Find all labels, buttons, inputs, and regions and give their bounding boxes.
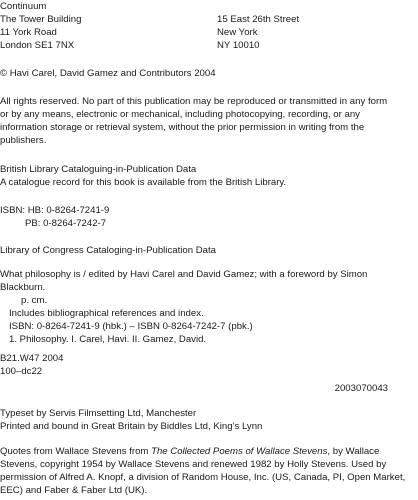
quotes-permission <box>0 445 416 497</box>
typeset-line: Typeset by Servis Filmsetting Ltd, Manchester <box>0 408 197 419</box>
publisher-address-us <box>217 13 417 52</box>
bl-heading: British Library Cataloguing-in-Publication Data <box>0 164 197 175</box>
isbn-block <box>0 204 416 230</box>
quotes-line <box>0 445 416 458</box>
rights-line: information storage or retrieval system, without the prior permission in writing from the <box>0 122 365 133</box>
publisher-name: Continuum <box>0 1 47 12</box>
printed-line: Printed and bound in Great Britain by Biddles Ltd, King’s Lynn <box>0 421 263 432</box>
quotes-line: permission of Alfred A. Knopf, a division of Random House, Inc. (US, Canada, PI, Open Market, <box>0 472 406 483</box>
loc-call-number: B21.W47 2004 <box>0 353 64 364</box>
quotes-suffix: , by Wallace <box>327 446 380 457</box>
publisher-address-line: London SE1 7NX <box>0 40 75 51</box>
rights-line: All rights reserved. No part of this publication may be reproduced or transmitted in any form <box>0 96 388 107</box>
isbn-hb: ISBN: HB: 0-8264-7241-9 <box>0 205 110 216</box>
rights-line: or by any means, electronic or mechanical, including photocopying, recording, or any <box>0 109 360 120</box>
quotes-line: Stevens, copyright 1954 by Wallace Stevens and renewed 1982 by Holly Stevens. Used by <box>0 459 387 470</box>
loc-classification: 100–dc22 <box>0 366 43 377</box>
typeset-info <box>0 407 416 433</box>
loc-title-line: What philosophy is / edited by Havi Carel and David Gamez; with a foreword by Simon <box>0 269 368 280</box>
british-library-cip <box>0 163 416 189</box>
loc-pcm: p. cm. <box>21 295 48 306</box>
publisher-address-line: 11 York Road <box>0 27 57 38</box>
loc-control-number: 2003070043 <box>334 383 388 394</box>
quotes-book-title: The Collected Poems of Wallace Stevens <box>151 446 328 457</box>
publisher-address-line: New York <box>217 27 258 38</box>
loc-subjects: 1. Philosophy. I. Carel, Havi. II. Gamez, David. <box>9 334 207 345</box>
quotes-prefix: Quotes from Wallace Stevens from <box>0 446 152 457</box>
rights-paragraph <box>0 95 416 147</box>
loc-record <box>0 268 416 346</box>
loc-isbns: ISBN: 0-8264-7241-9 (hbk.) – ISBN 0-8264-7242-7 (pbk.) <box>9 321 253 332</box>
isbn-pb: PB: 0-8264-7242-7 <box>25 218 107 229</box>
loc-heading: Library of Congress Cataloging-in-Publication Data <box>0 245 216 256</box>
rights-line: publishers. <box>0 135 47 146</box>
publisher-address-line: 15 East 26th Street <box>217 14 300 25</box>
quotes-line: EEC) and Faber & Faber Ltd (UK). <box>0 485 148 496</box>
loc-includes: Includes bibliographical references and index. <box>9 308 204 319</box>
copyright-notice: © Havi Carel, David Gamez and Contributors 2004 <box>0 68 216 79</box>
bl-statement: A catalogue record for this book is available from the British Library. <box>0 177 287 188</box>
loc-call-numbers <box>0 352 416 378</box>
publisher-address-line: NY 10010 <box>217 40 260 51</box>
loc-title-line: Blackburn. <box>0 282 46 293</box>
publisher-address-line: The Tower Building <box>0 14 82 25</box>
